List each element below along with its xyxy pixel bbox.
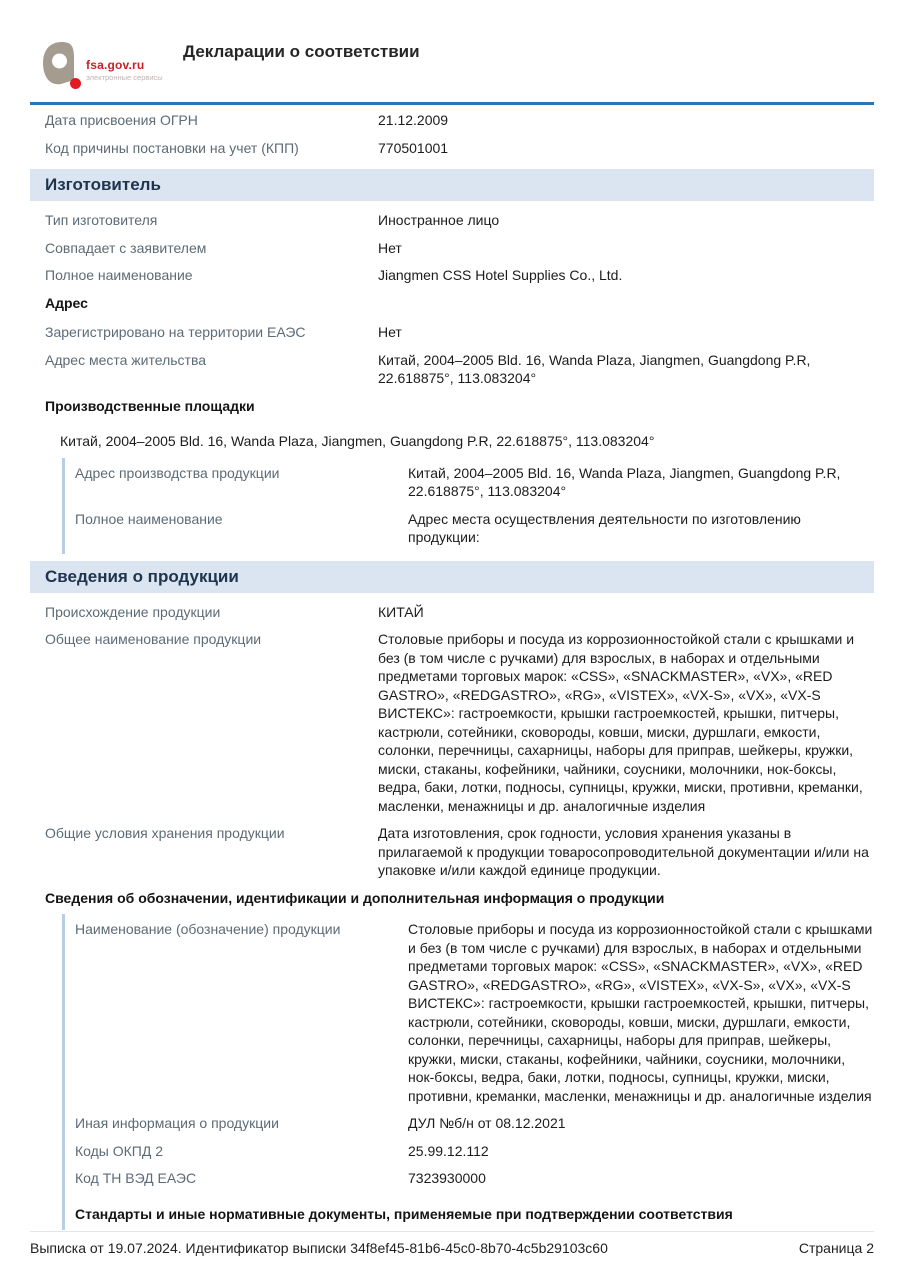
field-row xyxy=(75,506,874,552)
section-header-label: Изготовитель xyxy=(45,175,161,194)
field-value: Нет xyxy=(378,324,402,340)
field-label: Наименование (обозначение) продукции xyxy=(75,921,341,937)
field-row xyxy=(75,1110,874,1138)
document-footer xyxy=(30,1231,874,1256)
field-value: 770501001 xyxy=(378,139,449,156)
field-value: 21.12.2009 xyxy=(378,112,449,128)
field-label: Код причины постановки на учет (КПП) xyxy=(45,139,299,156)
field-label: Зарегистрировано на территории ЕАЭС xyxy=(45,324,306,340)
field-row xyxy=(30,262,874,290)
field-value: Столовые приборы и посуда из коррозионностойкой стали с крышками и без (в том числе с ручками) для взрослых, в наборах и отдельными предметами торговых марок: «CSS», «SNACKMASTER», «VX», «RED GASTRO», «REDGASTRO», «RG», «VISTEX», «VX-S», «VX», «VX-S ВИСТЕКС»: гастроемкости, крышки гастроемкостей, крышки, питчеры, кастрюли, сотейники, сковороды, ковши, миски, дуршлаги, емкости, солонки, перечницы, сахарницы, наборы для приправ, шейкеры, кружки, миски, стаканы, кофейники, чайники, соусники, молочники, нок-боксы, ведра, баки, лотки, подносы, супницы, кружки, миски, противни, креманки, масленки, менажницы и др. аналогичные изделия xyxy=(378,631,863,814)
field-label: Совпадает с заявителем xyxy=(45,239,207,256)
field-label: Коды ОКПД 2 xyxy=(75,1142,164,1159)
subsection-heading: Производственные площадки xyxy=(45,397,255,414)
field-value: Адрес места осуществления деятельности по изготовлению продукции: xyxy=(408,510,801,545)
field-value: Дата изготовления, срок годности, условия хранения указаны в прилагаемой к продукции товаросопроводительной документации и/или на упаковке и/или каждой единице продукции. xyxy=(378,825,869,878)
field-row xyxy=(30,319,874,347)
field-label: Общее наименование продукции xyxy=(45,631,262,647)
indent-block xyxy=(62,458,874,554)
fsa-logo xyxy=(40,40,173,90)
fields-group xyxy=(30,207,874,290)
fsa-brand-caption: электронные сервисы xyxy=(86,73,163,82)
field-row xyxy=(30,107,874,135)
field-row xyxy=(30,207,874,235)
production-site-address: Китай, 2004–2005 Bld. 16, Wanda Plaza, Jiangmen, Guangdong P.R, 22.618875°, 113.083204° xyxy=(60,433,655,449)
fields-group xyxy=(30,599,874,885)
top-divider xyxy=(30,102,874,105)
field-label: Полное наименование xyxy=(75,510,223,527)
field-value: 7323930000 xyxy=(408,1170,486,1186)
fields-group xyxy=(30,107,874,162)
field-row xyxy=(30,599,874,627)
field-label: Дата присвоения ОГРН xyxy=(45,112,198,128)
field-label: Происхождение продукции xyxy=(45,603,221,620)
field-value: Иностранное лицо xyxy=(378,212,500,228)
field-value: Jiangmen CSS Hotel Supplies Co., Ltd. xyxy=(378,267,623,283)
document-body xyxy=(30,107,874,1230)
page-number: Страница 2 xyxy=(798,1240,874,1256)
field-row xyxy=(75,916,874,1110)
field-row xyxy=(30,820,874,885)
field-label: Адрес места жительства xyxy=(45,351,207,368)
field-label: Адрес производства продукции xyxy=(75,464,280,481)
subsection-heading: Сведения об обозначении, идентификации и дополнительная информация о продукции xyxy=(45,889,665,906)
field-value: Китай, 2004–2005 Bld. 16, Wanda Plaza, Jiangmen, Guangdong P.R, 22.618875°, 113.083204° xyxy=(378,351,811,386)
page-title: Декларации о соответствии xyxy=(183,42,420,61)
section-header xyxy=(30,561,874,593)
field-value: 25.99.12.112 xyxy=(408,1142,489,1159)
field-row xyxy=(30,347,874,393)
fsa-brand-label: fsa.gov.ru xyxy=(86,58,145,72)
field-row xyxy=(75,460,874,506)
field-label: Общие условия хранения продукции xyxy=(45,825,285,841)
field-label: Полное наименование xyxy=(45,267,193,283)
field-row xyxy=(30,135,874,163)
field-label: Код ТН ВЭД ЕАЭС xyxy=(75,1170,197,1186)
field-value: Столовые приборы и посуда из коррозионностойкой стали с крышками и без (в том числе с ручками) для взрослых, в наборах и отдельными предметами торговых марок: «CSS», «SNACKMASTER», «VX», «RED GASTRO», «REDGASTRO», «RG», «VISTEX», «VX-S», «VX», «VX-S ВИСТЕКС»: гастроемкости, крышки гастроемкостей, крышки, питчеры, кастрюли, сотейники, сковороды, ковши, миски, дуршлаги, емкости, солонки, перечницы, сахарницы, наборы для приправ, шейкеры, кружки, миски, стаканы, кофейники, чайники, соусники, молочники, нок-боксы, ведра, баки, лотки, подносы, супницы, кружки, миски, противни, креманки, масленки, менажницы и др. аналогичные изделия xyxy=(408,921,873,1104)
field-value: Китай, 2004–2005 Bld. 16, Wanda Plaza, Jiangmen, Guangdong P.R, 22.618875°, 113.083204° xyxy=(408,464,841,499)
subsection-heading: Адрес xyxy=(45,294,88,311)
indent-block xyxy=(62,914,874,1230)
field-value: ДУЛ №б/н от 08.12.2021 xyxy=(408,1115,566,1131)
fsa-logo-icon xyxy=(40,40,82,90)
field-row xyxy=(75,1138,874,1166)
fsa-logo-text xyxy=(86,58,163,82)
field-row xyxy=(30,626,874,820)
section-header-label: Сведения о продукции xyxy=(45,566,239,586)
fields-group xyxy=(30,319,874,393)
field-row xyxy=(30,235,874,263)
field-label: Иная информация о продукции xyxy=(75,1115,279,1131)
extract-info: Выписка от 19.07.2024. Идентификатор выписки 34f8ef45-81b6-45c0-8b70-4c5b29103c60 xyxy=(30,1240,608,1256)
field-value: Нет xyxy=(378,239,402,256)
field-value: КИТАЙ xyxy=(378,603,424,620)
document-header xyxy=(30,40,874,96)
standards-heading: Стандарты и иные нормативные документы, применяемые при подтверждении соответствия xyxy=(75,1205,733,1222)
section-header xyxy=(30,169,874,201)
field-row xyxy=(75,1165,874,1193)
field-label: Тип изготовителя xyxy=(45,212,158,228)
